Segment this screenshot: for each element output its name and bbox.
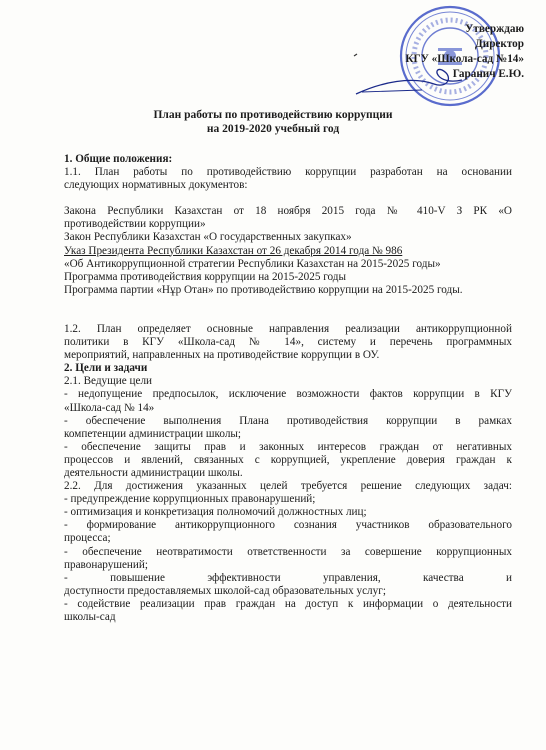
title-line-2: на 2019-2020 учебный год — [206, 123, 340, 135]
section-2-line: «Школа-сад № 14» — [64, 401, 155, 414]
section-2-line: процессов и явлений, связанных с коррупцией, укрепление доверия граждан к — [64, 453, 512, 466]
section-2-line: - содействие реализации прав граждан на доступ к информации о деятельности — [64, 597, 512, 610]
section-2-line: - обеспечение выполнения Плана противодействия коррупции в рамках — [64, 414, 512, 427]
section-2-line: процесса; — [64, 532, 111, 545]
section-1-2-line: мероприятий, направленных на противодействие коррупции в ОУ. — [64, 349, 380, 362]
section-2-line: доступности предоставляемых школой-сад образовательных услуг; — [64, 584, 386, 597]
title-line-1: План работы по противодействию коррупции — [153, 109, 393, 121]
document-title — [0, 108, 546, 136]
doc-line: Закон Республики Казахстан «О государственных закупках» — [64, 231, 352, 244]
section-2-1-heading: 2.1. Ведущие цели — [64, 375, 153, 388]
approval-block — [405, 22, 524, 82]
doc-line: Закона Республики Казахстан от 18 ноября 2015 года № 410-V З РК «О — [64, 205, 512, 218]
section-2-line: - недопущение предпосылок, исключение возможности фактов коррупции в КГУ — [64, 388, 512, 401]
doc-line: Указ Президента Республики Казахстан от 26 декабря 2014 года № 986 — [64, 244, 403, 257]
section-1-2-line: 1.2. План определяет основные направления реализации антикоррупционной — [64, 322, 512, 335]
doc-line: «Об Антикоррупционной стратегии Республики Казахстан на 2015-2025 годы» — [64, 257, 441, 270]
doc-line: Программа партии «Нұр Отан» по противодействию коррупции на 2015-2025 годы. — [64, 283, 463, 296]
section-1-2-line: политики в КГУ «Школа-сад № 14», систему и перечень программных — [64, 336, 512, 349]
approval-line-1: Утверждаю — [465, 23, 524, 35]
section-2-heading: 2. Цели и задачи — [64, 362, 148, 375]
approval-line-2: Директор — [475, 38, 524, 50]
section-1-1-line-1: 1.1. План работы по противодействию коррупции разработан на основании — [64, 166, 512, 179]
section-2-line: - обеспечение неотвратимости ответственности за совершение коррупционных — [64, 545, 512, 558]
approval-line-3: КГУ «Школа-сад №14» — [405, 53, 524, 65]
doc-line: противодействии коррупции» — [64, 218, 206, 231]
section-2-line: деятельности администрации школы. — [64, 466, 243, 479]
section-2-line: школы-сад — [64, 611, 116, 623]
section-2-line: - формирование антикоррупционного сознания участников образовательного — [64, 519, 512, 532]
section-2-line: - повышение эффективности управления, качества и — [64, 571, 512, 584]
section-2-line: - оптимизация и конкретизация полномочий должностных лиц; — [64, 506, 367, 519]
document-body — [64, 153, 512, 624]
doc-line: Программа противодействия коррупции на 2015-2025 годы — [64, 270, 347, 283]
section-2-line: правонарушений; — [64, 558, 148, 571]
section-1-heading: 1. Общие положения: — [64, 153, 173, 165]
section-2-line: компетенции администрации школы; — [64, 427, 242, 440]
section-2-line: 2.2. Для достижения указанных целей требуется решение следующих задач: — [64, 480, 512, 493]
approval-line-4: Гаранич Е.Ю. — [452, 68, 524, 80]
section-2-line: - обеспечение защиты прав и законных интересов граждан от негативных — [64, 440, 512, 453]
section-1-1-line-2: следующих нормативных документов: — [64, 179, 248, 192]
section-2-line: - предупреждение коррупционных правонарушений; — [64, 493, 316, 506]
